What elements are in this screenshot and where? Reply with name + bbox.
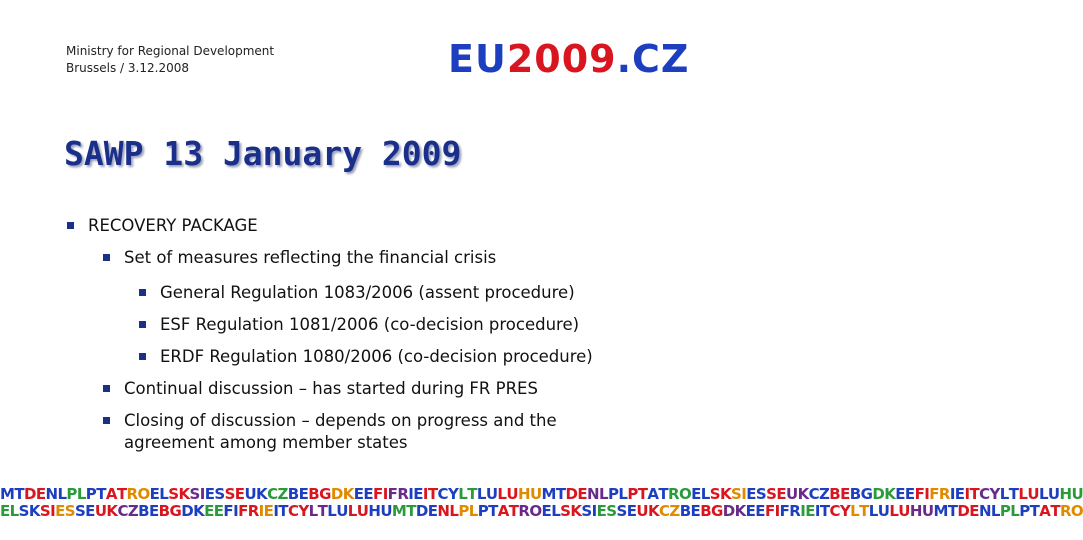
banner-letter: C [808, 485, 820, 503]
banner-letter: S [616, 502, 627, 520]
banner-letter: E [149, 502, 159, 520]
banner-letter: E [413, 485, 423, 503]
banner-letter: R [397, 485, 409, 503]
logo-year: 2009 [506, 37, 617, 81]
banner-letter: P [999, 502, 1011, 520]
banner-letter: E [263, 502, 274, 520]
bullet-marker [139, 353, 146, 360]
banner-letter: O [529, 502, 542, 520]
banner-letter: Y [989, 485, 1000, 503]
banner-letter: U [485, 485, 498, 503]
banner-letter: I [408, 485, 414, 503]
banner-letter: E [840, 485, 850, 503]
banner-letter: P [607, 485, 619, 503]
bullet-marker [103, 385, 110, 392]
banner-letter: I [258, 502, 264, 520]
banner-letter: L [159, 485, 169, 503]
banner-letter: L [1010, 502, 1020, 520]
banner-letter: E [969, 502, 979, 520]
banner-letter: P [627, 485, 638, 503]
banner-letter: E [213, 502, 224, 520]
banner-letter: D [722, 502, 735, 520]
banner-letter: L [618, 485, 628, 503]
banner-letter: G [169, 502, 182, 520]
banner-letter: E [805, 502, 815, 520]
banner-letter: D [565, 485, 578, 503]
banner-letter: F [764, 502, 775, 520]
bullet-marker [67, 222, 74, 229]
banner-letter: Y [839, 502, 851, 520]
banner-letter: T [427, 485, 438, 503]
banner-letter: D [872, 485, 885, 503]
bullet-text: ESF Regulation 1081/2006 (co-decision procedure) [160, 315, 580, 334]
banner-letter: H [909, 502, 922, 520]
banner-letter: K [719, 485, 732, 503]
banner-letter: U [336, 502, 348, 520]
banner-letter: S [606, 502, 617, 520]
banner-letter: U [1047, 485, 1060, 503]
banner-letter: T [488, 502, 498, 520]
banner-letter: I [774, 502, 780, 520]
banner-letter: E [35, 485, 46, 503]
banner-letter: E [895, 485, 905, 503]
banner-letter: L [889, 502, 899, 520]
bullet-item [160, 346, 700, 368]
banner-letter: I [949, 485, 955, 503]
banner-row-bottom [0, 503, 1083, 520]
banner-letter: I [814, 502, 820, 520]
logo-eu: EU [448, 37, 507, 81]
banner-letter: S [581, 502, 592, 520]
banner-letter: U [921, 502, 934, 520]
banner-letter: L [468, 502, 478, 520]
banner-letter: C [658, 502, 670, 520]
banner-letter: L [999, 485, 1009, 503]
banner-letter: U [877, 502, 890, 520]
banner-letter: U [1027, 485, 1039, 503]
banner-letter: I [591, 502, 597, 520]
banner-letter: K [178, 485, 190, 503]
banner-letter: K [106, 502, 118, 520]
banner-letter: S [74, 502, 86, 520]
banner-letter: I [964, 485, 970, 503]
banner-letter: S [709, 485, 720, 503]
banner-letter: R [668, 485, 679, 503]
bullet-item [160, 282, 700, 304]
banner-letter: D [957, 502, 970, 520]
banner-letter: T [819, 502, 830, 520]
banner-letter: K [884, 485, 896, 503]
bullet-marker [103, 254, 110, 261]
banner-letter: G [711, 502, 723, 520]
banner-letter: L [868, 502, 878, 520]
banner-letter: L [990, 502, 1000, 520]
banner-letter: Z [277, 485, 288, 503]
banner-letter: N [45, 485, 58, 503]
banner-letter: M [933, 502, 948, 520]
banner-letter: D [330, 485, 343, 503]
banner-letter: C [437, 485, 448, 503]
banner-letter: B [158, 502, 170, 520]
banner-letter: L [327, 502, 337, 520]
banner-letter: L [308, 502, 318, 520]
banner-letter: R [1059, 502, 1071, 520]
banner-letter: U [244, 485, 257, 503]
banner-letter: M [0, 485, 15, 503]
banner-letter: F [373, 485, 383, 503]
banner-letter: E [746, 485, 756, 503]
banner-letter: E [204, 485, 215, 503]
banner-letter: T [947, 502, 958, 520]
banner-letter: L [1018, 485, 1028, 503]
banner-letter: T [14, 485, 24, 503]
banner-letter: B [829, 485, 841, 503]
banner-letter: E [596, 502, 607, 520]
logo-cz: .CZ [616, 37, 690, 81]
banner-letter: E [0, 502, 10, 520]
banner-letter: T [637, 485, 648, 503]
banner-letter: L [497, 485, 507, 503]
banner-letter: T [555, 485, 566, 503]
ministry-line: Ministry for Regional Development [66, 44, 275, 58]
banner-letter: E [776, 485, 786, 503]
banner-letter: E [904, 485, 915, 503]
banner-letter: I [382, 485, 388, 503]
banner-letter: D [23, 485, 36, 503]
banner-letter: D [181, 502, 194, 520]
banner-letter: E [149, 485, 160, 503]
bullet-text: Set of measures reflecting the financial crisis [124, 248, 497, 267]
banner-letter: Y [298, 502, 309, 520]
banner-letter: S [214, 485, 225, 503]
banner-letter: K [734, 502, 746, 520]
banner-letter: D [415, 502, 428, 520]
banner-letter: C [267, 485, 278, 503]
banner-letter: B [138, 502, 149, 520]
banner-letter: S [18, 502, 29, 520]
banner-letter: T [508, 502, 519, 520]
banner-letter: T [1050, 502, 1060, 520]
banner-letter: E [353, 485, 364, 503]
banner-letter: O [1070, 502, 1083, 520]
banner-letter: K [647, 502, 659, 520]
banner-letter: I [233, 502, 239, 520]
banner-letter: E [85, 502, 95, 520]
member-states-banner [0, 485, 1083, 520]
banner-letter: T [859, 502, 869, 520]
banner-letter: L [476, 485, 486, 503]
banner-letter: T [406, 502, 416, 520]
banner-letter: T [969, 485, 980, 503]
bullet-marker [139, 289, 146, 296]
banner-letter: M [391, 502, 407, 520]
banner-letter: I [924, 485, 930, 503]
banner-letter: E [298, 485, 309, 503]
banner-letter: T [1029, 502, 1040, 520]
banner-letter: R [247, 502, 259, 520]
banner-letter: F [238, 502, 248, 520]
banner-letter: O [678, 485, 692, 503]
banner-letter: E [427, 502, 438, 520]
banner-letter: K [570, 502, 582, 520]
banner-letter: S [189, 485, 200, 503]
banner-letter: K [28, 502, 40, 520]
banner-letter: E [577, 485, 588, 503]
banner-letter: F [929, 485, 939, 503]
banner-letter: S [39, 502, 51, 520]
banner-letter: A [105, 485, 117, 503]
banner-letter: K [256, 485, 268, 503]
banner-letter: T [96, 485, 106, 503]
banner-letter: E [363, 485, 374, 503]
banner-letter: E [626, 502, 637, 520]
banner-letter: L [850, 502, 860, 520]
banner-letter: H [517, 485, 530, 503]
banner-letter: F [387, 485, 398, 503]
banner-letter: T [278, 502, 288, 520]
banner-letter: R [938, 485, 950, 503]
bullet-text: RECOVERY PACKAGE [88, 216, 258, 235]
banner-letter: U [529, 485, 542, 503]
bullet-item [88, 215, 688, 237]
banner-letter: F [779, 502, 790, 520]
banner-letter: E [234, 485, 245, 503]
banner-letter: E [541, 502, 552, 520]
banner-letter: C [829, 502, 840, 520]
banner-letter: E [55, 502, 65, 520]
bullet-marker [103, 417, 110, 424]
banner-letter: S [731, 485, 742, 503]
banner-letter: C [979, 485, 990, 503]
banner-letter: U [636, 502, 648, 520]
banner-letter: S [168, 485, 179, 503]
banner-letter: F [223, 502, 234, 520]
banner-letter: E [691, 485, 701, 503]
banner-letter: I [273, 502, 279, 520]
banner-letter: T [1008, 485, 1019, 503]
bullet-item [160, 314, 700, 336]
banner-letter: U [785, 485, 798, 503]
banner-letter: P [66, 485, 77, 503]
banner-letter: H [1059, 485, 1072, 503]
banner-letter: T [467, 485, 477, 503]
banner-letter: L [57, 485, 67, 503]
banner-letter: L [458, 485, 468, 503]
banner-letter: B [308, 485, 320, 503]
banner-letter: Z [819, 485, 830, 503]
bullet-item [124, 378, 684, 400]
banner-letter: C [287, 502, 299, 520]
banner-letter: R [789, 502, 801, 520]
banner-letter: P [85, 485, 97, 503]
banner-letter: T [317, 502, 328, 520]
banner-letter: I [422, 485, 428, 503]
banner-letter: L [551, 502, 561, 520]
banner-letter: Y [447, 485, 459, 503]
bullet-marker [139, 321, 146, 328]
banner-letter: N [978, 502, 991, 520]
banner-letter: U [356, 502, 369, 520]
banner-letter: L [700, 485, 710, 503]
banner-letter: K [797, 485, 809, 503]
banner-letter: L [449, 502, 459, 520]
banner-letter: K [342, 485, 354, 503]
bullet-text: Continual discussion – has started during FR PRES [124, 379, 538, 398]
banner-letter: S [766, 485, 777, 503]
banner-letter: R [126, 485, 138, 503]
banner-letter: S [64, 502, 75, 520]
banner-letter: U [94, 502, 107, 520]
banner-letter: Z [669, 502, 680, 520]
banner-letter: K [193, 502, 205, 520]
bullet-text: ERDF Regulation 1080/2006 (co-decision procedure) [160, 347, 593, 366]
banner-letter: U [380, 502, 392, 520]
banner-letter: S [560, 502, 571, 520]
banner-letter: L [1038, 485, 1048, 503]
banner-letter: S [224, 485, 235, 503]
banner-letter: L [598, 485, 608, 503]
bullet-item [124, 247, 684, 269]
banner-letter: N [587, 485, 599, 503]
banner-letter: A [497, 502, 509, 520]
banner-letter: E [204, 502, 214, 520]
banner-letter: B [849, 485, 861, 503]
banner-letter: I [741, 485, 747, 503]
banner-letter: U [1071, 485, 1083, 503]
banner-letter: S [755, 485, 767, 503]
banner-letter: A [647, 485, 659, 503]
banner-letter: E [954, 485, 965, 503]
banner-letter: G [319, 485, 331, 503]
bullet-text: General Regulation 1083/2006 (assent procedure) [160, 283, 575, 302]
banner-letter: P [1019, 502, 1030, 520]
banner-letter: L [9, 502, 19, 520]
banner-letter: P [458, 502, 469, 520]
banner-letter: T [658, 485, 669, 503]
banner-letter: L [76, 485, 86, 503]
banner-letter: O [137, 485, 150, 503]
banner-letter: I [800, 502, 806, 520]
banner-letter: T [116, 485, 127, 503]
banner-letter: A [1039, 502, 1051, 520]
banner-letter: M [541, 485, 556, 503]
bullet-item [124, 410, 624, 454]
location-date-line: Brussels / 3.12.2008 [66, 61, 189, 75]
banner-letter: E [755, 502, 765, 520]
banner-letter: L [347, 502, 357, 520]
banner-letter: B [287, 485, 299, 503]
banner-letter: P [477, 502, 489, 520]
banner-letter: I [50, 502, 56, 520]
banner-letter: C [117, 502, 128, 520]
banner-letter: N [437, 502, 450, 520]
banner-letter: I [199, 485, 205, 503]
banner-letter: E [690, 502, 701, 520]
banner-letter: B [679, 502, 691, 520]
banner-letter: H [368, 502, 381, 520]
bullet-text: Closing of discussion – depends on progress and the agreement among member states [124, 411, 557, 452]
banner-letter: R [518, 502, 530, 520]
banner-letter: E [745, 502, 756, 520]
banner-letter: G [860, 485, 873, 503]
slide-title: SAWP 13 January 2009 [64, 134, 462, 173]
banner-letter: F [914, 485, 925, 503]
banner-letter: Z [127, 502, 139, 520]
banner-letter: U [506, 485, 518, 503]
banner-row-top [0, 486, 1083, 503]
banner-letter: U [898, 502, 910, 520]
banner-letter: B [700, 502, 712, 520]
